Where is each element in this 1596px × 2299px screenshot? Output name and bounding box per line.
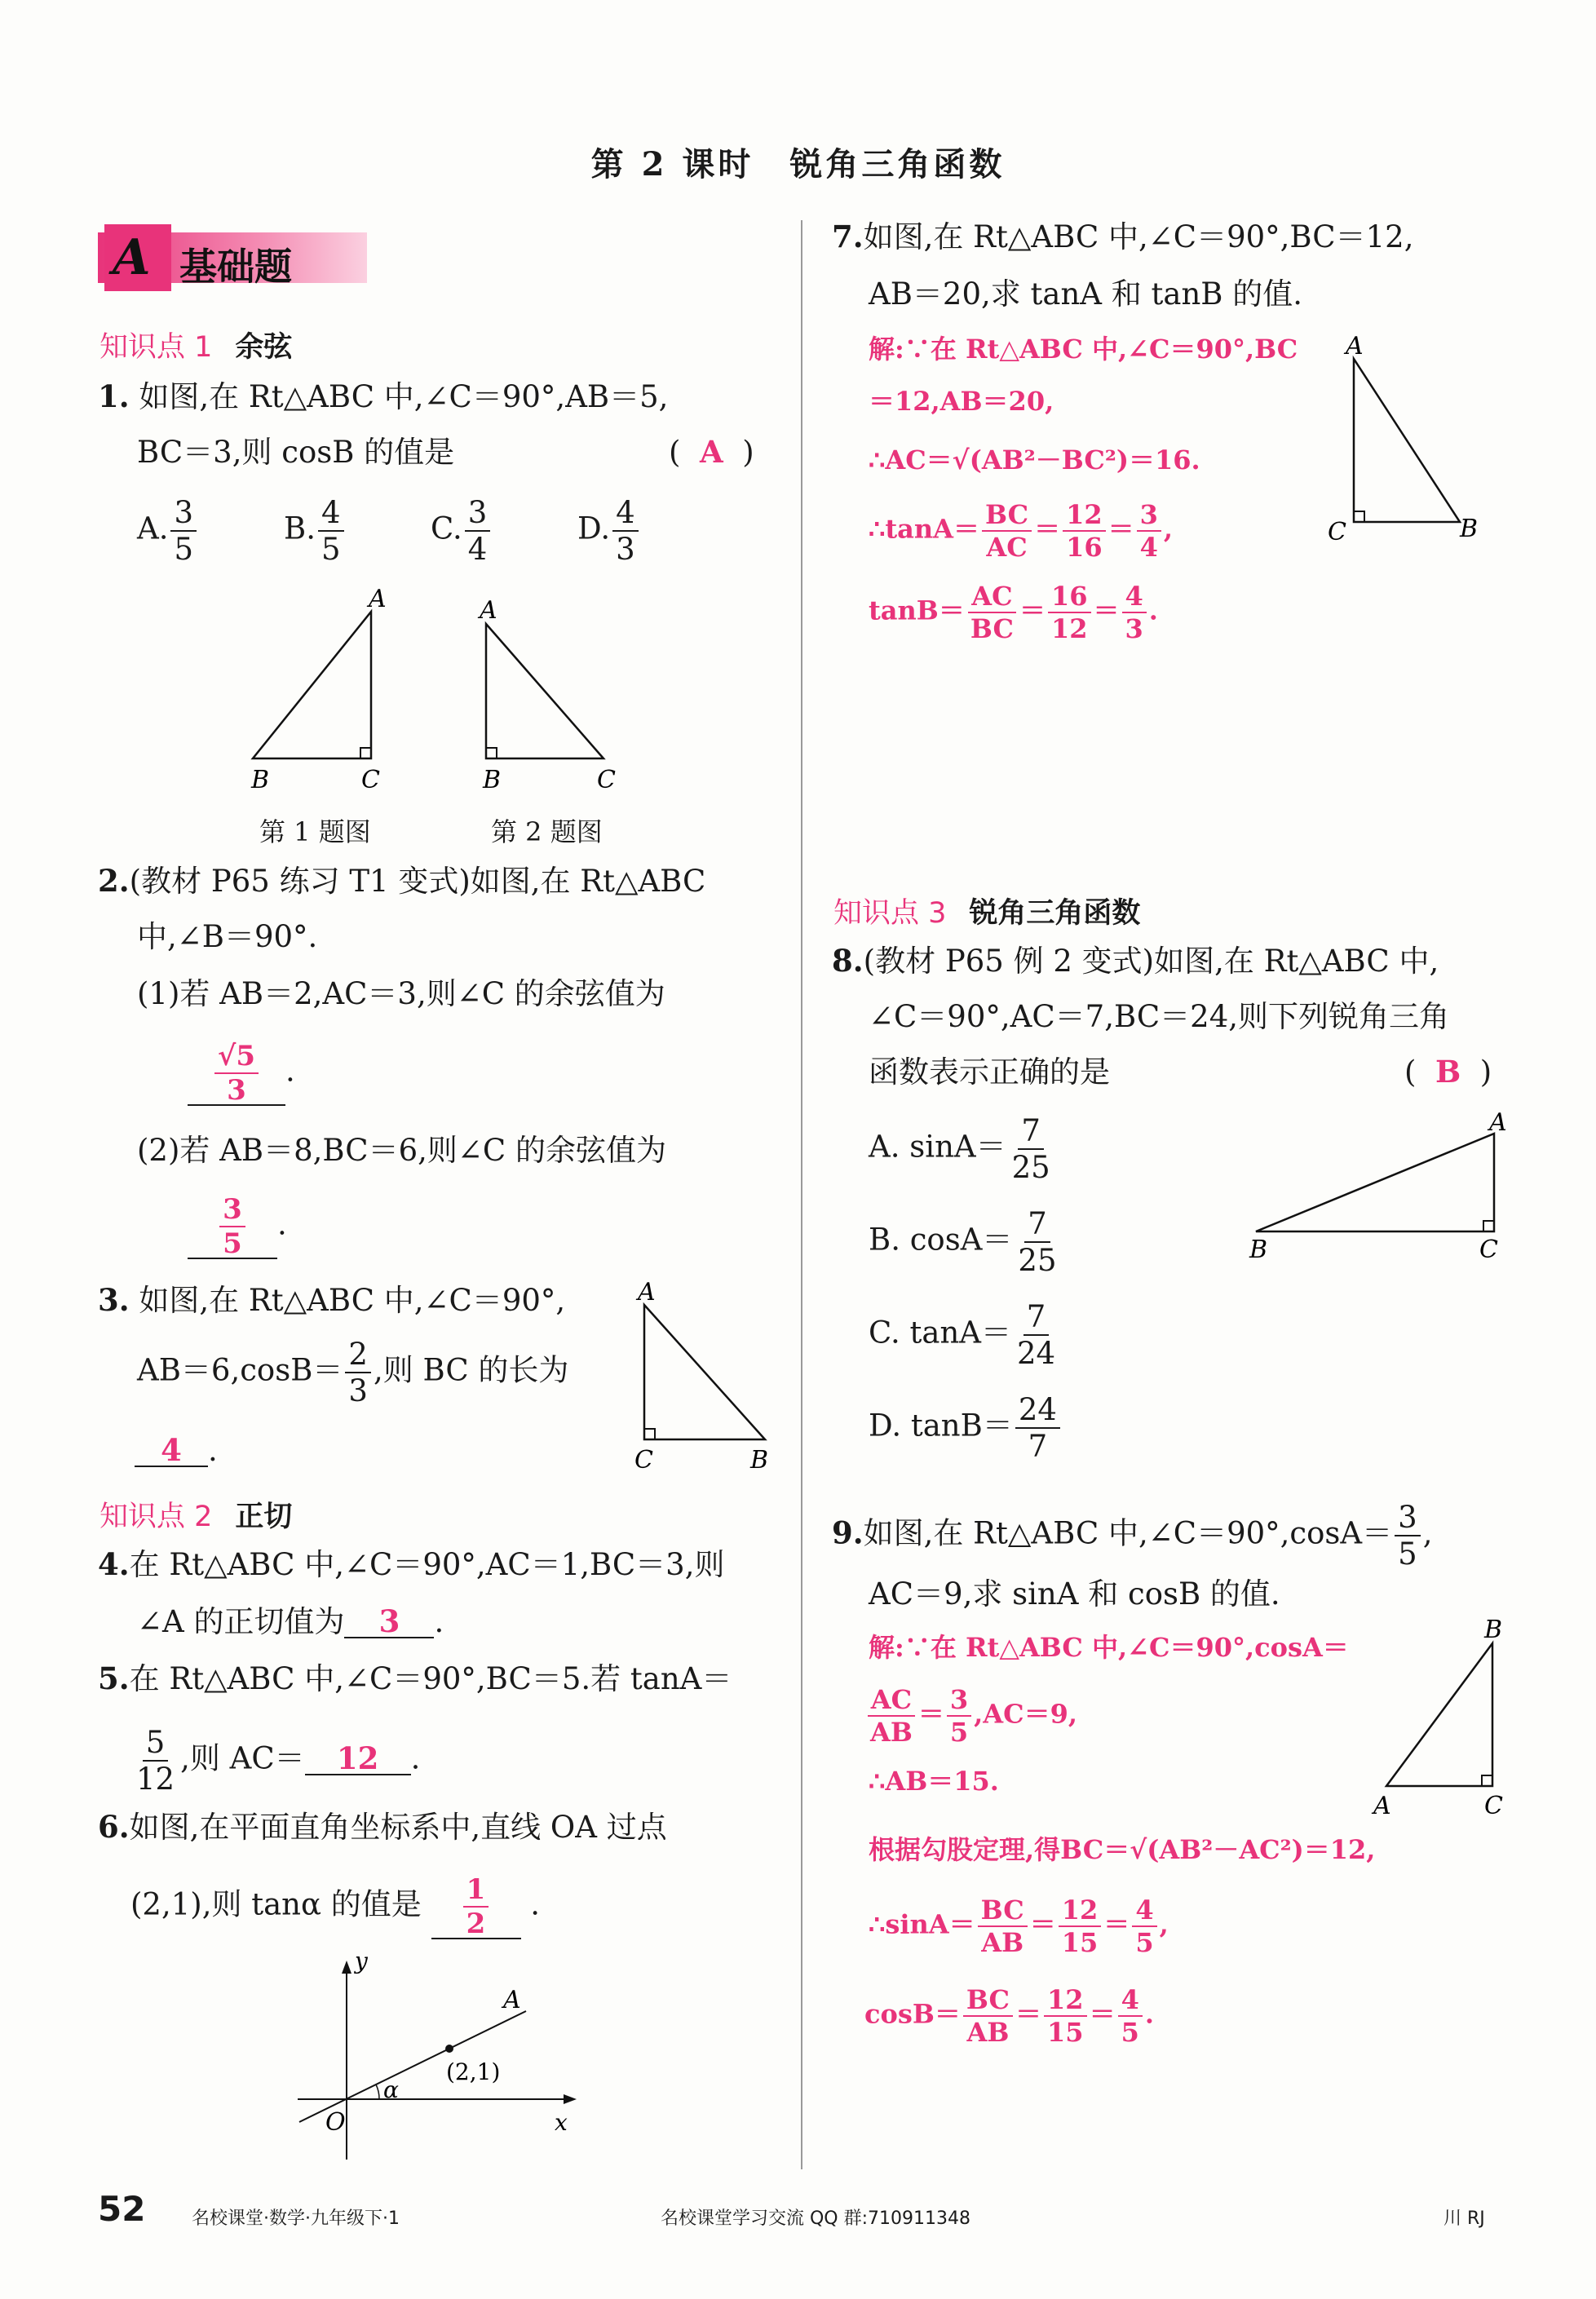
label-c: C bbox=[1328, 518, 1346, 546]
q8-option-b: B. cosA＝ $\frac{7}{25}$ bbox=[869, 1206, 1057, 1278]
question-4-line2: ∠A 的正切值为 3 . bbox=[137, 1603, 444, 1639]
label-a: A bbox=[638, 1278, 656, 1306]
question-8-answer: ( B ) bbox=[1404, 1054, 1492, 1090]
label-c: C bbox=[634, 1446, 653, 1474]
label-b: B bbox=[251, 766, 270, 794]
q9-solution-2: $\frac{AC}{AB}$ ＝ $\frac{3}{5}$ ,AC＝9, bbox=[864, 1687, 1077, 1745]
figure-1-caption: 第 1 题图 bbox=[259, 816, 371, 847]
kp-title: 正切 bbox=[235, 1501, 293, 1533]
question-2-line2: 中,∠B＝90°. bbox=[137, 919, 318, 954]
point-label: (2,1) bbox=[446, 2058, 501, 2085]
figure-7-triangle bbox=[1313, 326, 1492, 546]
label-a: A bbox=[369, 585, 387, 613]
label-a: A bbox=[1489, 1109, 1507, 1137]
question-8-line2: ∠C＝90°,AC＝7,BC＝24,则下列锐角三角 bbox=[869, 999, 1450, 1034]
label-c: C bbox=[361, 766, 380, 794]
q7-solution-4: ∴tanA＝ $\frac{BC}{AC}$ ＝ $\frac{12}{16}$ ＝ $\frac{3}{4}$ , bbox=[869, 499, 1174, 563]
q7-solution-1: 解:∵在 Rt△ABC 中,∠C＝90°,BC bbox=[869, 334, 1298, 365]
label-b: B bbox=[1460, 515, 1479, 543]
label-c: C bbox=[1479, 1236, 1498, 1264]
label-b: B bbox=[1484, 1616, 1503, 1644]
question-8-line3: 函数表示正确的是 bbox=[869, 1054, 1110, 1090]
label-c: C bbox=[1484, 1792, 1503, 1819]
label-x: x bbox=[555, 2109, 568, 2136]
question-4-line1: 4.在 Rt△ABC 中,∠C＝90°,AC＝1,BC＝3,则 bbox=[98, 1546, 725, 1582]
option-d: D. $\frac{4}{3}$ bbox=[577, 497, 724, 564]
q8-option-c: C. tanA＝ $\frac{7}{24}$ bbox=[869, 1299, 1056, 1371]
label-c: C bbox=[597, 766, 616, 794]
knowledge-point-3 bbox=[833, 891, 1140, 931]
label-a: A bbox=[503, 1986, 521, 2014]
q7-solution-3: ∴AC＝√(AB²－BC²)＝16. bbox=[869, 444, 1200, 475]
kp-title: 余弦 bbox=[235, 331, 293, 364]
q9-solution-6: cosB＝ $\frac{BC}{AB}$ ＝ $\frac{12}{15}$ ＝ $\frac{4}{5}$ . bbox=[864, 1984, 1154, 2048]
question-7-line2: AB＝20,求 tanA 和 tanB 的值. bbox=[869, 276, 1302, 312]
question-1-line1: 1. 如图,在 Rt△ABC 中,∠C＝90°,AB＝5, bbox=[98, 378, 669, 414]
question-6-line1: 6.如图,在平面直角坐标系中,直线 OA 过点 bbox=[98, 1809, 667, 1845]
knowledge-point-2 bbox=[99, 1494, 292, 1535]
section-badge bbox=[98, 224, 383, 298]
figure-8-triangle bbox=[1231, 1109, 1509, 1272]
kp-title: 锐角三角函数 bbox=[969, 897, 1141, 930]
option-a: A. $\frac{3}{5}$ bbox=[137, 497, 284, 564]
kp-label: 知识点 1 bbox=[99, 331, 213, 364]
section-letter: A bbox=[113, 229, 151, 286]
question-1-options bbox=[137, 495, 724, 567]
footer-left: 名校课堂·数学·九年级下·1 bbox=[192, 2208, 400, 2229]
q8-option-d: D. tanB＝ $\frac{24}{7}$ bbox=[869, 1395, 1063, 1461]
option-c: C. $\frac{3}{4}$ bbox=[431, 497, 577, 564]
page-title: 第 2 课时 锐角三角函数 bbox=[590, 145, 1006, 183]
question-1-line2: BC＝3,则 cosB 的值是 bbox=[137, 435, 455, 470]
q9-solution-3: ∴AB＝15. bbox=[869, 1766, 999, 1797]
question-1-answer: ( A ) bbox=[669, 434, 754, 470]
option-b: B. $\frac{4}{5}$ bbox=[284, 497, 431, 564]
knowledge-point-1 bbox=[99, 325, 292, 365]
footer-right: 川 RJ bbox=[1443, 2208, 1485, 2229]
figure-1-triangle bbox=[228, 579, 408, 799]
section-title: 基础题 bbox=[179, 245, 292, 289]
figure-2-triangle bbox=[465, 579, 644, 799]
label-a: A bbox=[480, 596, 497, 625]
question-5-line1: 5.在 Rt△ABC 中,∠C＝90°,BC＝5.若 tanA＝ bbox=[98, 1660, 732, 1696]
question-2-part1: (1)若 AB＝2,AC＝3,则∠C 的余弦值为 bbox=[137, 976, 665, 1011]
question-7-line1: 7.如图,在 Rt△ABC 中,∠C＝90°,BC＝12, bbox=[832, 219, 1414, 254]
figure-2-caption: 第 2 题图 bbox=[491, 816, 603, 847]
question-2-part2: (2)若 AB＝8,BC＝6,则∠C 的余弦值为 bbox=[137, 1133, 666, 1168]
question-8-line1: 8.(教材 P65 例 2 变式)如图,在 Rt△ABC 中, bbox=[832, 943, 1439, 979]
label-b: B bbox=[750, 1446, 769, 1474]
q9-solution-1: 解:∵在 Rt△ABC 中,∠C＝90°,cosA＝ bbox=[869, 1632, 1349, 1663]
q7-solution-5: tanB＝ $\frac{AC}{BC}$ ＝ $\frac{16}{12}$ ＝ $\frac{4}{3}$ . bbox=[869, 581, 1158, 644]
figure-9-triangle bbox=[1362, 1607, 1517, 1819]
q8-option-a: A. sinA＝ $\frac{7}{25}$ bbox=[869, 1113, 1050, 1185]
q9-solution-5: ∴sinA＝ $\frac{BC}{AB}$ ＝ $\frac{12}{15}$ ＝ $\frac{4}{5}$ , bbox=[869, 1894, 1169, 1958]
question-9-line2: AC＝9,求 sinA 和 cosB 的值. bbox=[869, 1576, 1280, 1612]
q7-solution-2: ＝12,AB＝20, bbox=[869, 386, 1054, 417]
label-a: A bbox=[1373, 1792, 1391, 1819]
label-y: y bbox=[355, 1949, 368, 1974]
question-2-answer1: $\frac{√5}{3}$ . bbox=[188, 1042, 295, 1106]
column-divider bbox=[801, 220, 802, 2169]
question-3-answer: 4 . bbox=[135, 1435, 218, 1467]
question-3-line2: AB＝6,cosB＝ $\frac{2}{3}$ ,则 BC 的长为 bbox=[137, 1337, 569, 1408]
question-9-line1: 9.如图,在 Rt△ABC 中,∠C＝90°,cosA＝ $\frac{3}{5}$ , bbox=[832, 1500, 1433, 1572]
kp-label: 知识点 3 bbox=[833, 897, 947, 930]
kp-label: 知识点 2 bbox=[99, 1501, 213, 1533]
question-5-line2: $\frac{5}{12}$ ,则 AC＝ 12 . bbox=[136, 1725, 421, 1797]
question-3-line1: 3. 如图,在 Rt△ABC 中,∠C＝90°, bbox=[98, 1282, 566, 1318]
label-b: B bbox=[483, 766, 502, 794]
label-o: O bbox=[325, 2108, 346, 2137]
page-number: 52 bbox=[98, 2189, 146, 2229]
label-alpha: α bbox=[383, 2076, 399, 2103]
figure-6-coordinate-plane bbox=[290, 1949, 591, 2169]
question-6-line2: (2,1),则 tanα 的值是 $\frac{1}{2}$ . bbox=[130, 1873, 541, 1940]
label-b: B bbox=[1249, 1236, 1268, 1264]
label-a: A bbox=[1346, 332, 1364, 360]
question-2-line1: 2.(教材 P65 练习 T1 变式)如图,在 Rt△ABC bbox=[98, 863, 706, 899]
footer-center: 名校课堂学习交流 QQ 群:710911348 bbox=[661, 2208, 971, 2229]
question-2-answer2: $\frac{3}{5}$ . bbox=[188, 1196, 287, 1259]
q9-solution-4: 根据勾股定理,得BC＝√(AB²－AC²)＝12, bbox=[869, 1834, 1376, 1865]
figure-3-triangle bbox=[628, 1272, 791, 1476]
